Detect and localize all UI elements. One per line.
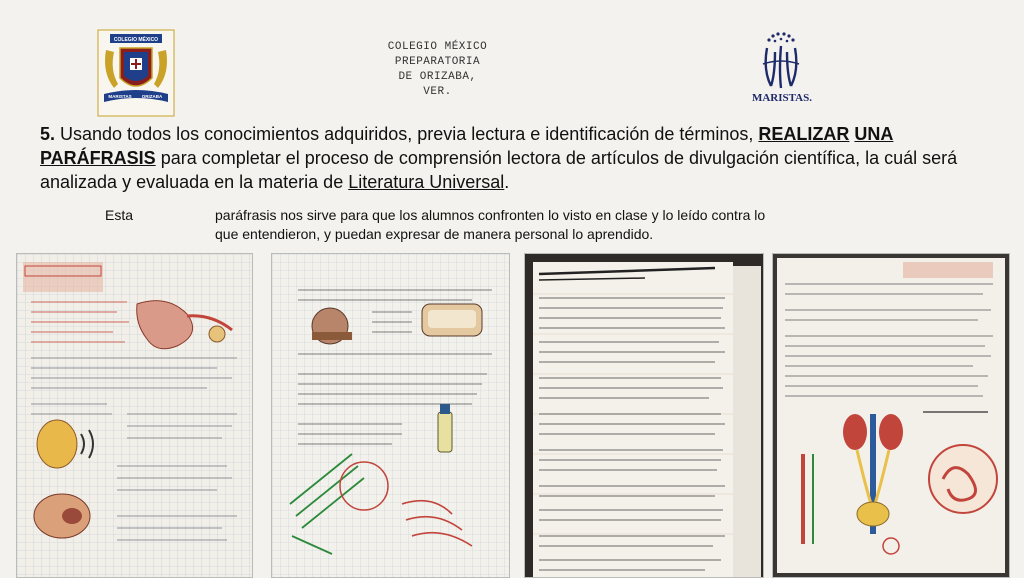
notebook-hygiene-page-photo: [272, 254, 509, 577]
note-body: paráfrasis nos sirve para que los alumnos confronten lo visto en clase y lo leído contra lo que entendieron, y puedan expresar de manera personal lo aprendido.: [215, 207, 766, 242]
notebook-photo-ear: [16, 253, 253, 578]
instruction-paraphrase: UNA PARÁFRASIS: [40, 124, 894, 168]
notebook-photo-urinary-diagram: [772, 253, 1010, 578]
maristas-label: MARISTAS.: [751, 92, 812, 104]
instruction-realizar: REALIZAR: [758, 124, 850, 144]
crest-banner-right: ORIZABA: [141, 94, 163, 99]
colegio-mexico-logo: [96, 28, 176, 118]
notebook-photo-hygiene: [271, 253, 510, 578]
instruction-number: 5.: [40, 124, 56, 144]
notebook-urinary-page-photo: [525, 254, 763, 577]
school-line: VER.: [423, 86, 452, 98]
maristas-monogram-icon: [745, 30, 817, 92]
notebook-ear-page-photo: [17, 254, 252, 577]
school-line: DE ORIZABA,: [398, 71, 477, 83]
school-name: [350, 40, 525, 100]
notebook-urinary-diagram-photo: [773, 254, 1009, 577]
instruction-end: .: [504, 172, 510, 192]
instruction-part: para completar el proceso de comprensión lectora de artículos de divulgación científica, la cuál será analizada y evaluada en la materia de: [40, 148, 958, 192]
school-line: PREPARATORIA: [394, 56, 481, 68]
notebook-photo-urinary-text: [524, 253, 764, 578]
school-line: COLEGIO MÉXICO: [387, 41, 488, 53]
note-lead: Esta: [105, 207, 134, 223]
instruction-part: Usando todos los conocimientos adquiridos, previa lectura e identificación de términos,: [55, 124, 759, 144]
instruction-text: [40, 122, 990, 194]
instruction-subject: Literatura Universal: [348, 172, 505, 192]
crest-banner-left: MARISTAS: [108, 94, 132, 99]
colegio-mexico-crest-icon: [96, 28, 176, 118]
crest-top-text: COLEGIO MÉXICO: [113, 37, 159, 43]
